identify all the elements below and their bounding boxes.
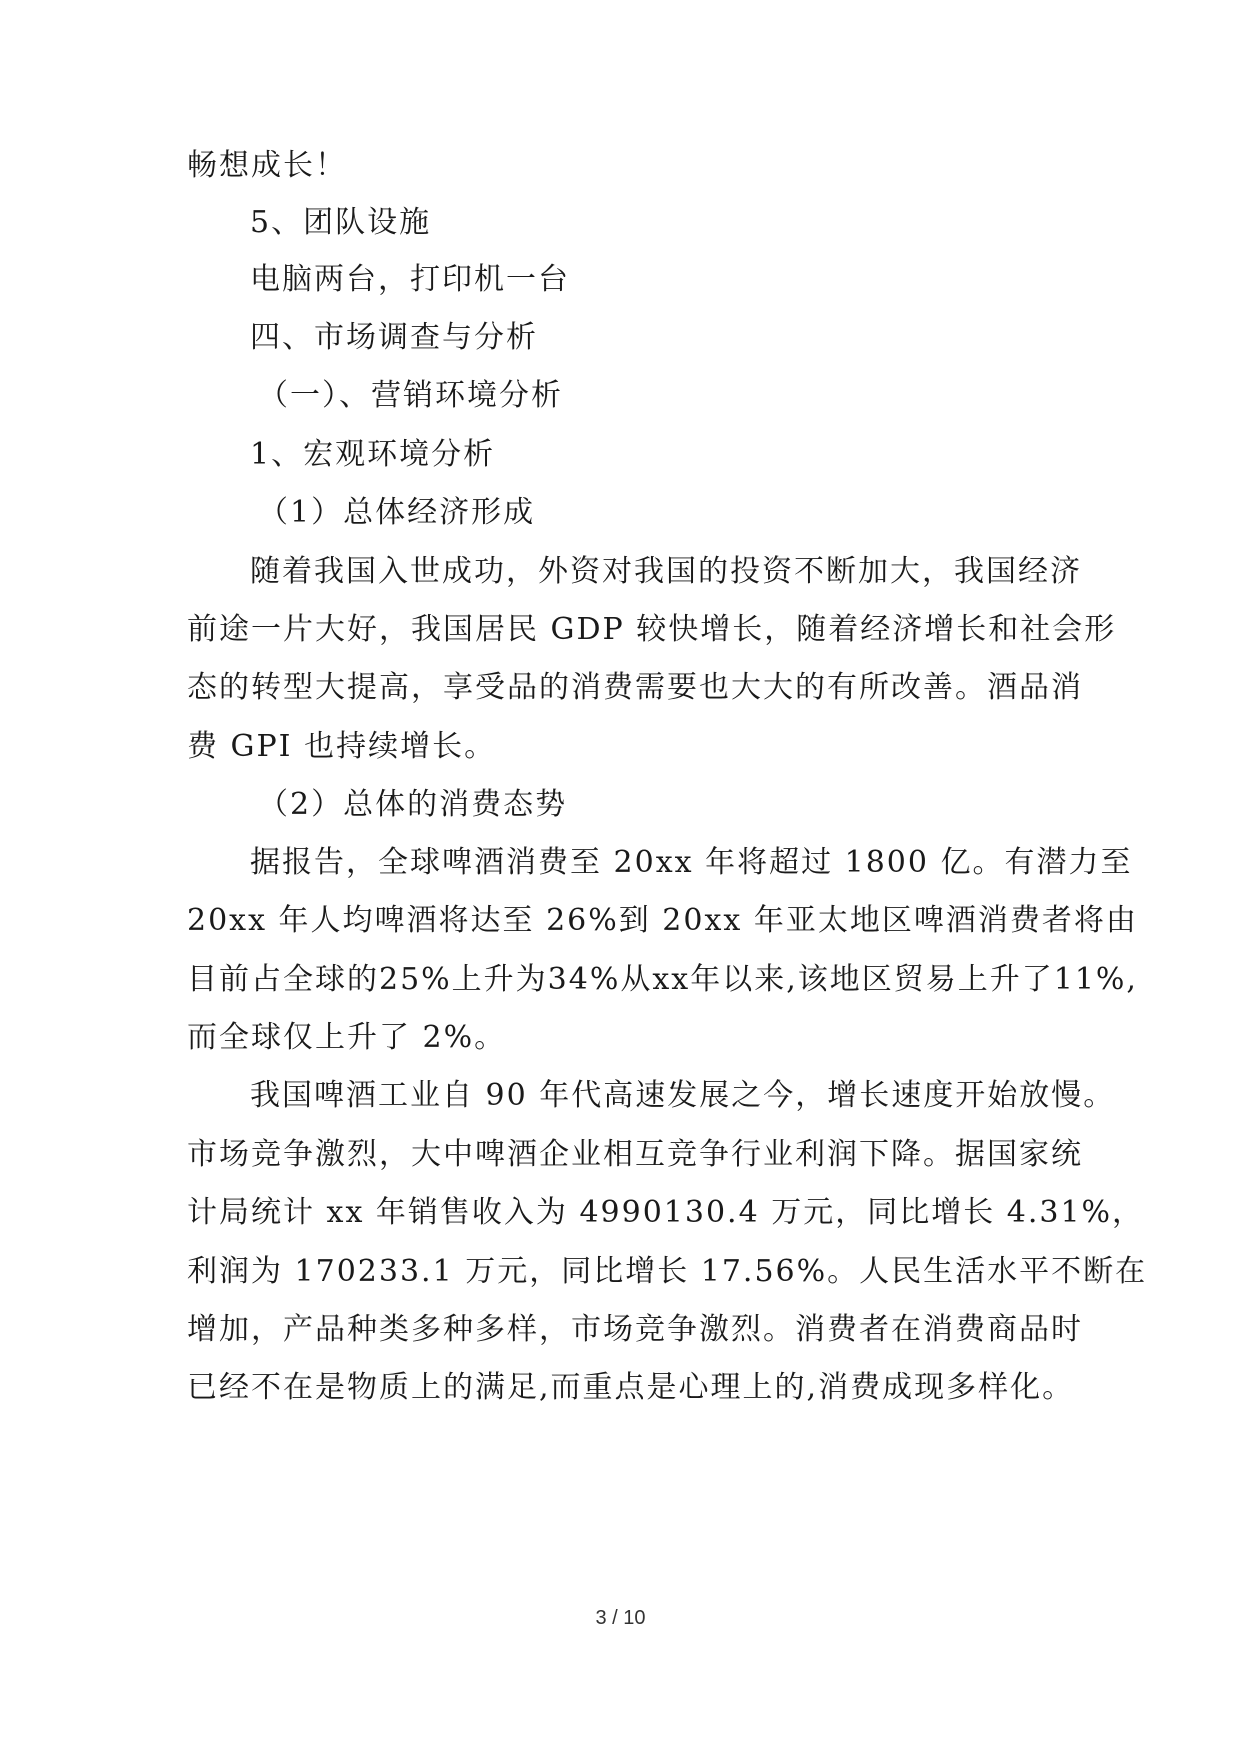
paragraph-line: 前途一片大好，我国居民 GDP 较快增长，随着经济增长和社会形 (187, 612, 1117, 647)
paragraph-line: 已经不在是物质上的满足,而重点是心理上的,消费成现多样化。 (187, 1370, 1075, 1405)
section-heading: 四、市场调查与分析 (250, 320, 538, 355)
text-line: 畅想成长！ (187, 148, 347, 183)
paragraph-line: 市场竞争激烈，大中啤酒企业相互竞争行业利润下降。据国家统 (187, 1137, 1083, 1172)
paragraph-line: 计局统计 xx 年销售收入为 4990130.4 万元，同比增长 4.31%， (187, 1195, 1145, 1230)
paragraph-line: 态的转型大提高，享受品的消费需要也大大的有所改善。酒品消 (187, 670, 1083, 705)
section-heading: 5、团队设施 (250, 205, 432, 240)
text-line: 电脑两台，打印机一台 (250, 262, 570, 297)
paragraph-line: 增加，产品种类多种多样，市场竞争激烈。消费者在消费商品时 (187, 1312, 1083, 1347)
subsection-heading: （一）、营销环境分析 (258, 378, 563, 413)
paragraph-line: 20xx 年人均啤酒将达至 26%到 20xx 年亚太地区啤酒消费者将由 (187, 903, 1138, 938)
page-number: 3 / 10 (595, 1607, 646, 1629)
subsection-heading: （1）总体经济形成 (258, 495, 536, 530)
paragraph-line: 随着我国入世成功，外资对我国的投资不断加大，我国经济 (250, 554, 1082, 589)
subsection-heading: 1、宏观环境分析 (250, 437, 496, 472)
paragraph-line: 费 GPI 也持续增长。 (187, 729, 497, 764)
paragraph-line: 利润为 170233.1 万元，同比增长 17.56%。人民生活水平不断在 (187, 1254, 1148, 1289)
subsection-heading: （2）总体的消费态势 (258, 787, 568, 822)
paragraph-line: 我国啤酒工业自 90 年代高速发展之今，增长速度开始放慢。 (250, 1078, 1116, 1113)
paragraph-line: 目前占全球的25%上升为34%从xx年以来,该地区贸易上升了11%, (187, 962, 1138, 997)
paragraph-line: 而全球仅上升了 2%。 (187, 1020, 507, 1055)
paragraph-line: 据报告，全球啤酒消费至 20xx 年将超过 1800 亿。有潜力至 (250, 845, 1133, 880)
